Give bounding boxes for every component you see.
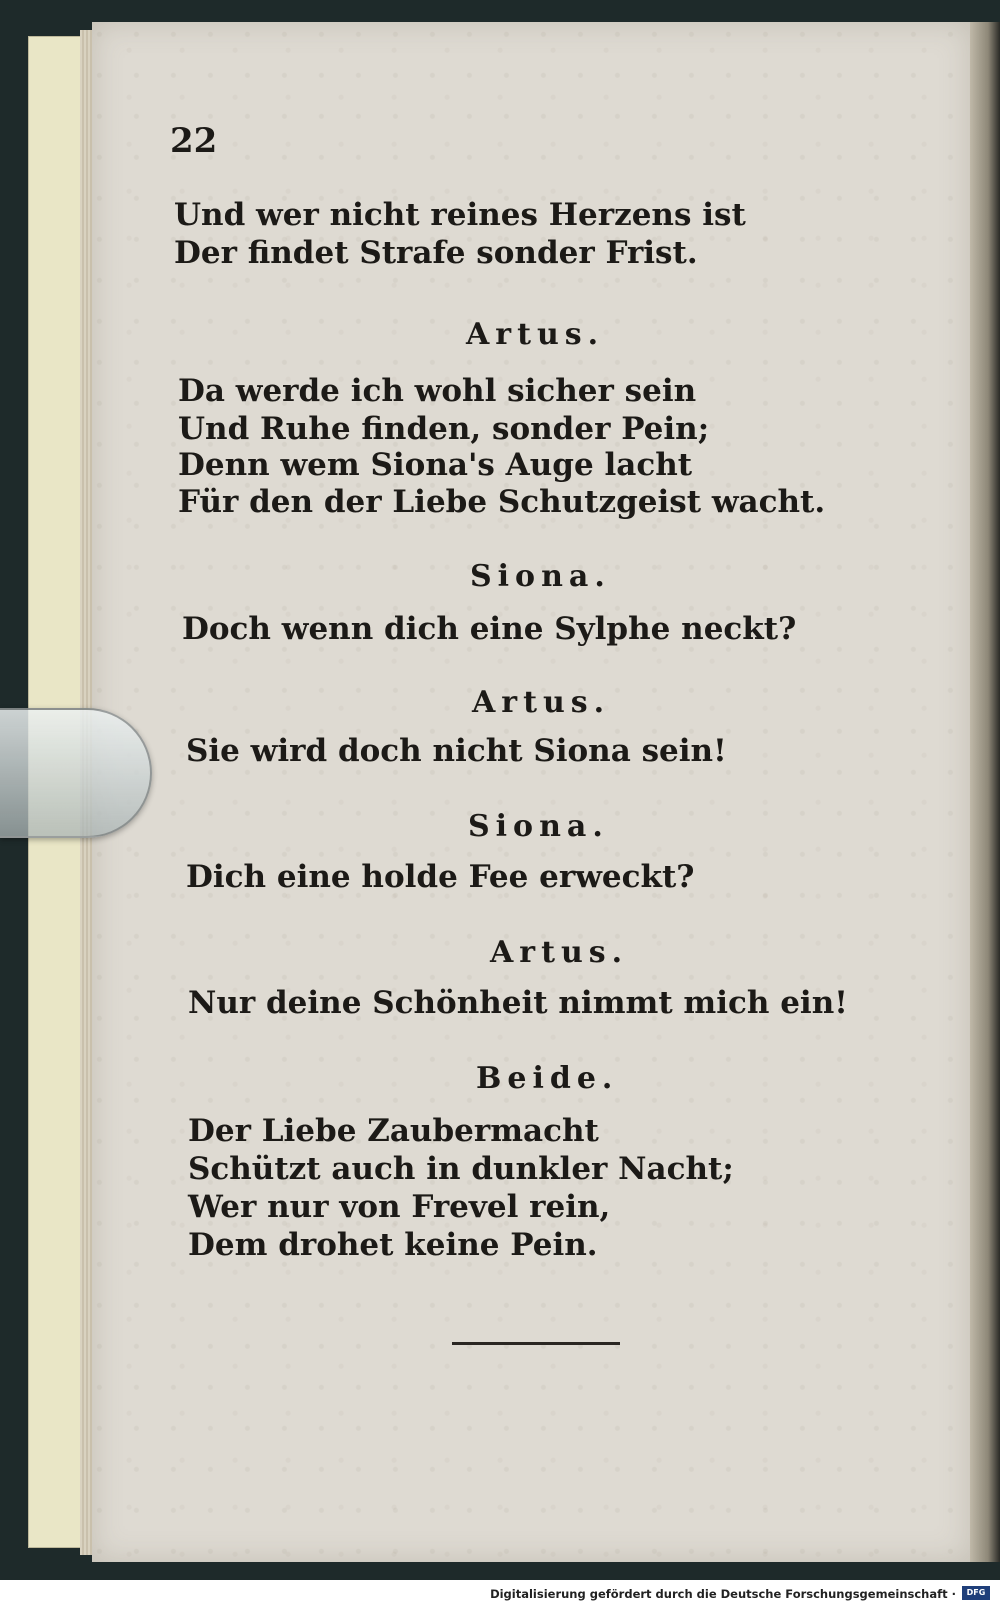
speaker-name: Artus. [490,935,629,970]
verse-line: Dem drohet keine Pein. [188,1227,598,1263]
speaker-name: Siona. [468,809,609,844]
verse-line: Und wer nicht reines Herzens ist [174,197,746,233]
footer-credit: Digitalisierung gefördert durch die Deutsche Forschungsgemeinschaft · [490,1587,956,1601]
speaker-name: Artus. [472,685,611,720]
speaker-name: Artus. [466,317,605,352]
verse-line: Dich eine holde Fee erweckt? [186,859,695,895]
footer-bar [0,1580,1000,1608]
verse-line: Denn wem Siona's Auge lacht [178,447,693,483]
verse-line: Der findet Strafe sonder Frist. [174,235,698,271]
verse-line: Da werde ich wohl sicher sein [178,373,697,409]
page-number: 22 [170,121,218,161]
verse-line: Für den der Liebe Schutzgeist wacht. [178,484,826,520]
right-page-edge [970,22,1000,1562]
dfg-logo-icon: DFG [962,1586,990,1600]
verse-line: Sie wird doch nicht Siona sein! [186,733,727,769]
end-rule [452,1342,620,1345]
verse-line: Und Ruhe finden, sonder Pein; [178,411,710,447]
verse-line: Schützt auch in dunkler Nacht; [188,1151,734,1187]
speaker-name: Beide. [476,1061,619,1096]
verse-line: Doch wenn dich eine Sylphe neckt? [182,611,797,647]
speaker-name: Siona. [470,559,611,594]
book-clip [0,708,152,838]
verse-line: Nur deine Schönheit nimmt mich ein! [188,985,848,1021]
verse-line: Der Liebe Zaubermacht [188,1113,599,1149]
verse-line: Wer nur von Frevel rein, [188,1189,611,1225]
